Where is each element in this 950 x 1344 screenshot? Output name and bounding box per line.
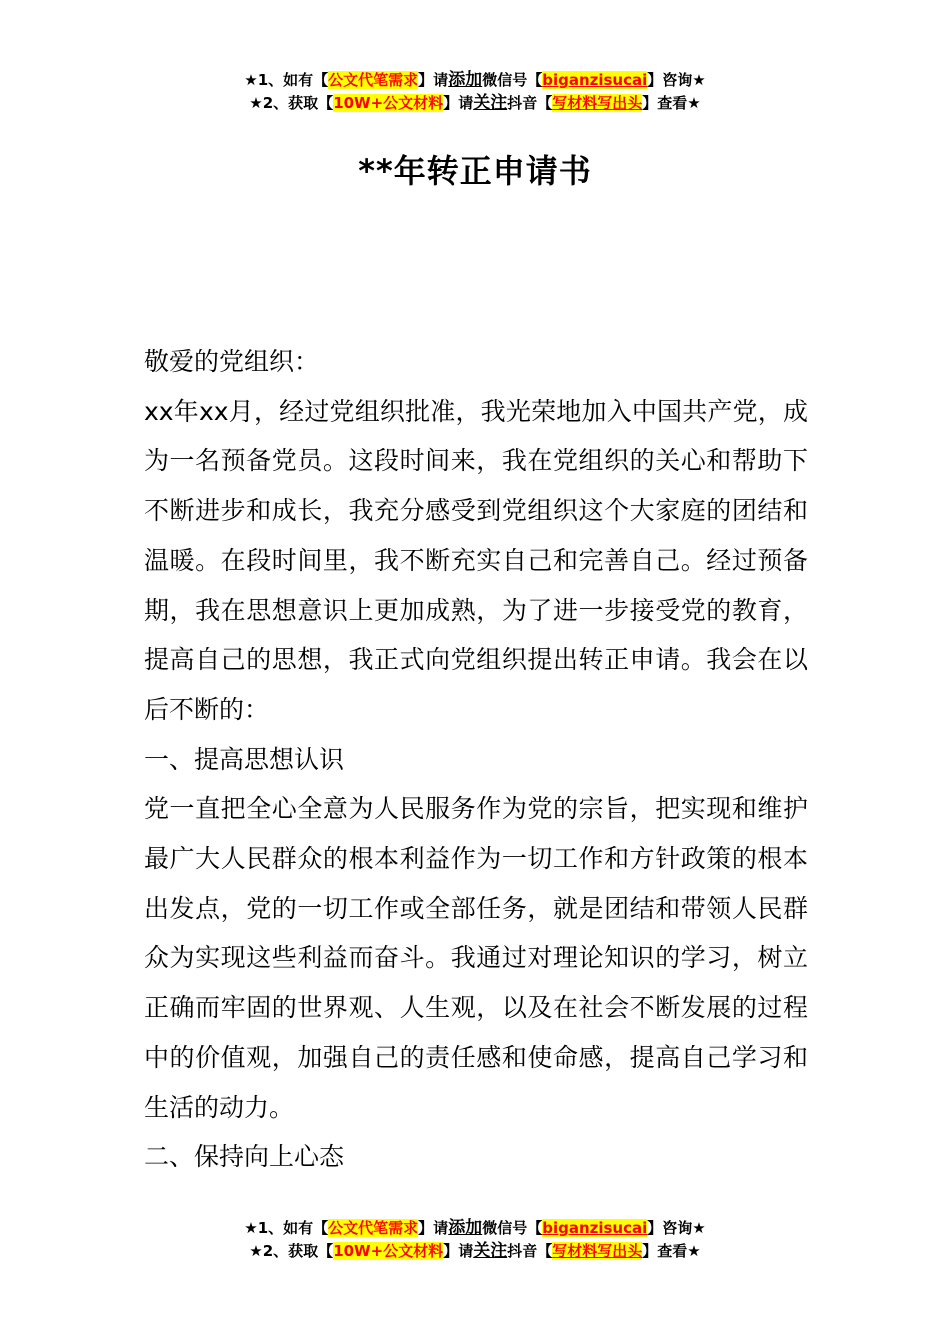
wechat-id-highlight: biganzisucai: [542, 71, 648, 89]
banner-line-2: ★2、获取【10W+公文材料】请关注抖音【写材料写出头】查看★: [249, 1241, 701, 1261]
banner-line-2: ★2、获取【10W+公文材料】请关注抖音【写材料写出头】查看★: [249, 93, 701, 113]
service-highlight: 公文代笔需求: [328, 1219, 419, 1237]
body-paragraph: 党一直把全心全意为人民服务作为党的宗旨，把实现和维护最广大人民群众的根本利益作为一切工作和方针政策的根本出发点，党的一切工作或全部任务，就是团结和带领人民群众为实现这些利益而奋斗。我通过对理论知识的学习，树立正确而牢固的世界观、人生观，以及在社会不断发展的过程中的价值观，加强自己的责任感和使命感，提高自己学习和生活的动力。: [144, 794, 808, 1122]
douyin-id-highlight: 写材料写出头: [552, 94, 643, 112]
salutation: 敬爱的党组织：: [144, 347, 320, 376]
header-banner: [0, 69, 950, 115]
material-highlight: 10W+公文材料: [333, 1242, 444, 1260]
document-body: [144, 337, 808, 1182]
banner-line-1: ★1、如有【公文代笔需求】请添加微信号【biganzisucai】咨询★: [244, 70, 706, 90]
section-heading: 一、提高思想认识: [144, 744, 345, 774]
service-highlight: 公文代笔需求: [328, 71, 419, 89]
section-heading: 二、保持向上心态: [144, 1142, 345, 1172]
wechat-id-highlight: biganzisucai: [542, 1219, 648, 1237]
footer-banner: [0, 1217, 950, 1263]
document-title: **年转正申请书: [358, 152, 592, 190]
material-highlight: 10W+公文材料: [333, 94, 444, 112]
body-paragraph: xx年xx月，经过党组织批准，我光荣地加入中国共产党，成为一名预备党员。这段时间来，我在党组织的关心和帮助下不断进步和成长，我充分感受到党组织这个大家庭的团结和温暖。在段时间里，我不断充实自己和完善自己。经过预备期，我在思想意识上更加成熟，为了进一步接受党的教育，提高自己的思想，我正式向党组织提出转正申请。我会在以后不断的：: [144, 396, 808, 724]
douyin-id-highlight: 写材料写出头: [552, 1242, 643, 1260]
banner-line-1: ★1、如有【公文代笔需求】请添加微信号【biganzisucai】咨询★: [244, 1218, 706, 1238]
